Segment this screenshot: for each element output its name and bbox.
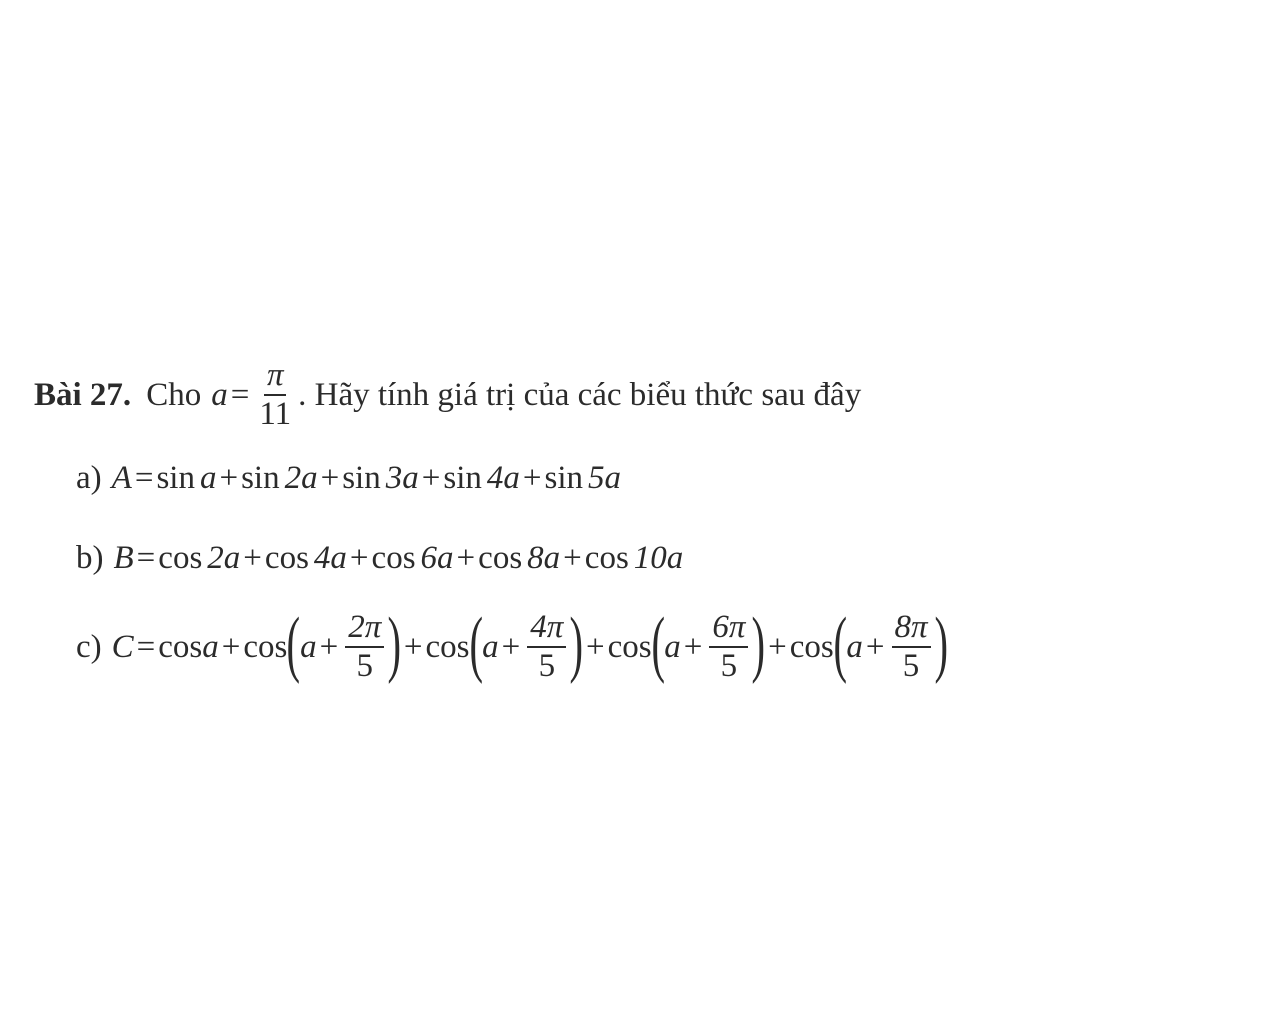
fraction: $\frac{6\pi}{5}$ — [709, 611, 748, 683]
fraction-denominator: 11 — [259, 396, 292, 432]
term: sin 2a — [241, 459, 318, 496]
plus-sign: + — [349, 539, 369, 576]
left-paren: ( — [469, 603, 483, 685]
right-paren: ) — [569, 603, 584, 685]
equals-sign: = — [136, 628, 156, 665]
term: cosa — [158, 628, 219, 665]
item-label: b) — [76, 539, 104, 576]
plus-sign: + — [403, 628, 423, 665]
problem-block — [34, 352, 1264, 696]
problem-heading — [34, 352, 1264, 438]
plus-sign: + — [219, 459, 239, 496]
term: sin a — [156, 459, 217, 496]
term: cos 10a — [584, 539, 684, 576]
plus-sign: + — [522, 459, 542, 496]
right-paren: ) — [934, 603, 948, 685]
left-paren: ( — [286, 603, 301, 685]
plus-sign: + — [421, 459, 441, 496]
left-paren: ( — [833, 603, 847, 685]
term: cos ( a + $\frac{2\pi}{5}$ ) — [243, 603, 402, 685]
term: cos 8a — [478, 539, 561, 576]
plus-sign: + — [456, 539, 476, 576]
term: sin 4a — [443, 459, 520, 496]
term: sin 5a — [544, 459, 622, 496]
fraction-numerator: π — [264, 359, 287, 396]
item-label: a) — [76, 459, 102, 496]
problem-number: Bài 27. — [34, 376, 132, 413]
plus-sign: + — [221, 628, 241, 665]
term: cos ( a + $\frac{4\pi}{5}$ ) — [425, 603, 584, 685]
right-paren: ) — [752, 603, 766, 685]
term: cos ( a + $\frac{6\pi}{5}$ ) — [607, 603, 766, 685]
item-b — [34, 518, 1264, 598]
fraction: $\frac{4\pi}{5}$ — [527, 611, 566, 683]
item-lhs: B — [113, 539, 134, 576]
plus-sign: + — [320, 459, 340, 496]
term: cos 4a — [264, 539, 347, 576]
plus-sign: + — [563, 539, 582, 576]
term: cos 2a — [158, 539, 241, 576]
fraction-pi-over-11 — [256, 359, 294, 431]
item-lhs: C — [111, 628, 134, 665]
item-lhs: A — [111, 459, 132, 496]
fraction: $\frac{8\pi}{5}$ — [892, 611, 931, 683]
instruction-text: . Hãy tính giá trị của các biểu thức sau đây — [298, 376, 862, 413]
plus-sign: + — [586, 628, 605, 665]
right-paren: ) — [387, 603, 402, 685]
item-c — [34, 598, 1264, 696]
plus-sign: + — [243, 539, 262, 576]
fraction: $\frac{2\pi}{5}$ — [345, 611, 384, 683]
term: cos ( a + $\frac{8\pi}{5}$ ) — [789, 603, 948, 685]
left-paren: ( — [651, 603, 665, 685]
item-label: c) — [76, 628, 102, 665]
plus-sign: + — [768, 628, 787, 665]
term: cos 6a — [371, 539, 454, 576]
intro-cho: Cho — [146, 376, 202, 413]
term: sin 3a — [342, 459, 419, 496]
equals-sign: = — [136, 539, 156, 576]
equals-sign: = — [134, 459, 154, 496]
variable-a: a — [211, 376, 228, 413]
item-a — [34, 438, 1264, 518]
equals-sign: = — [230, 376, 250, 413]
